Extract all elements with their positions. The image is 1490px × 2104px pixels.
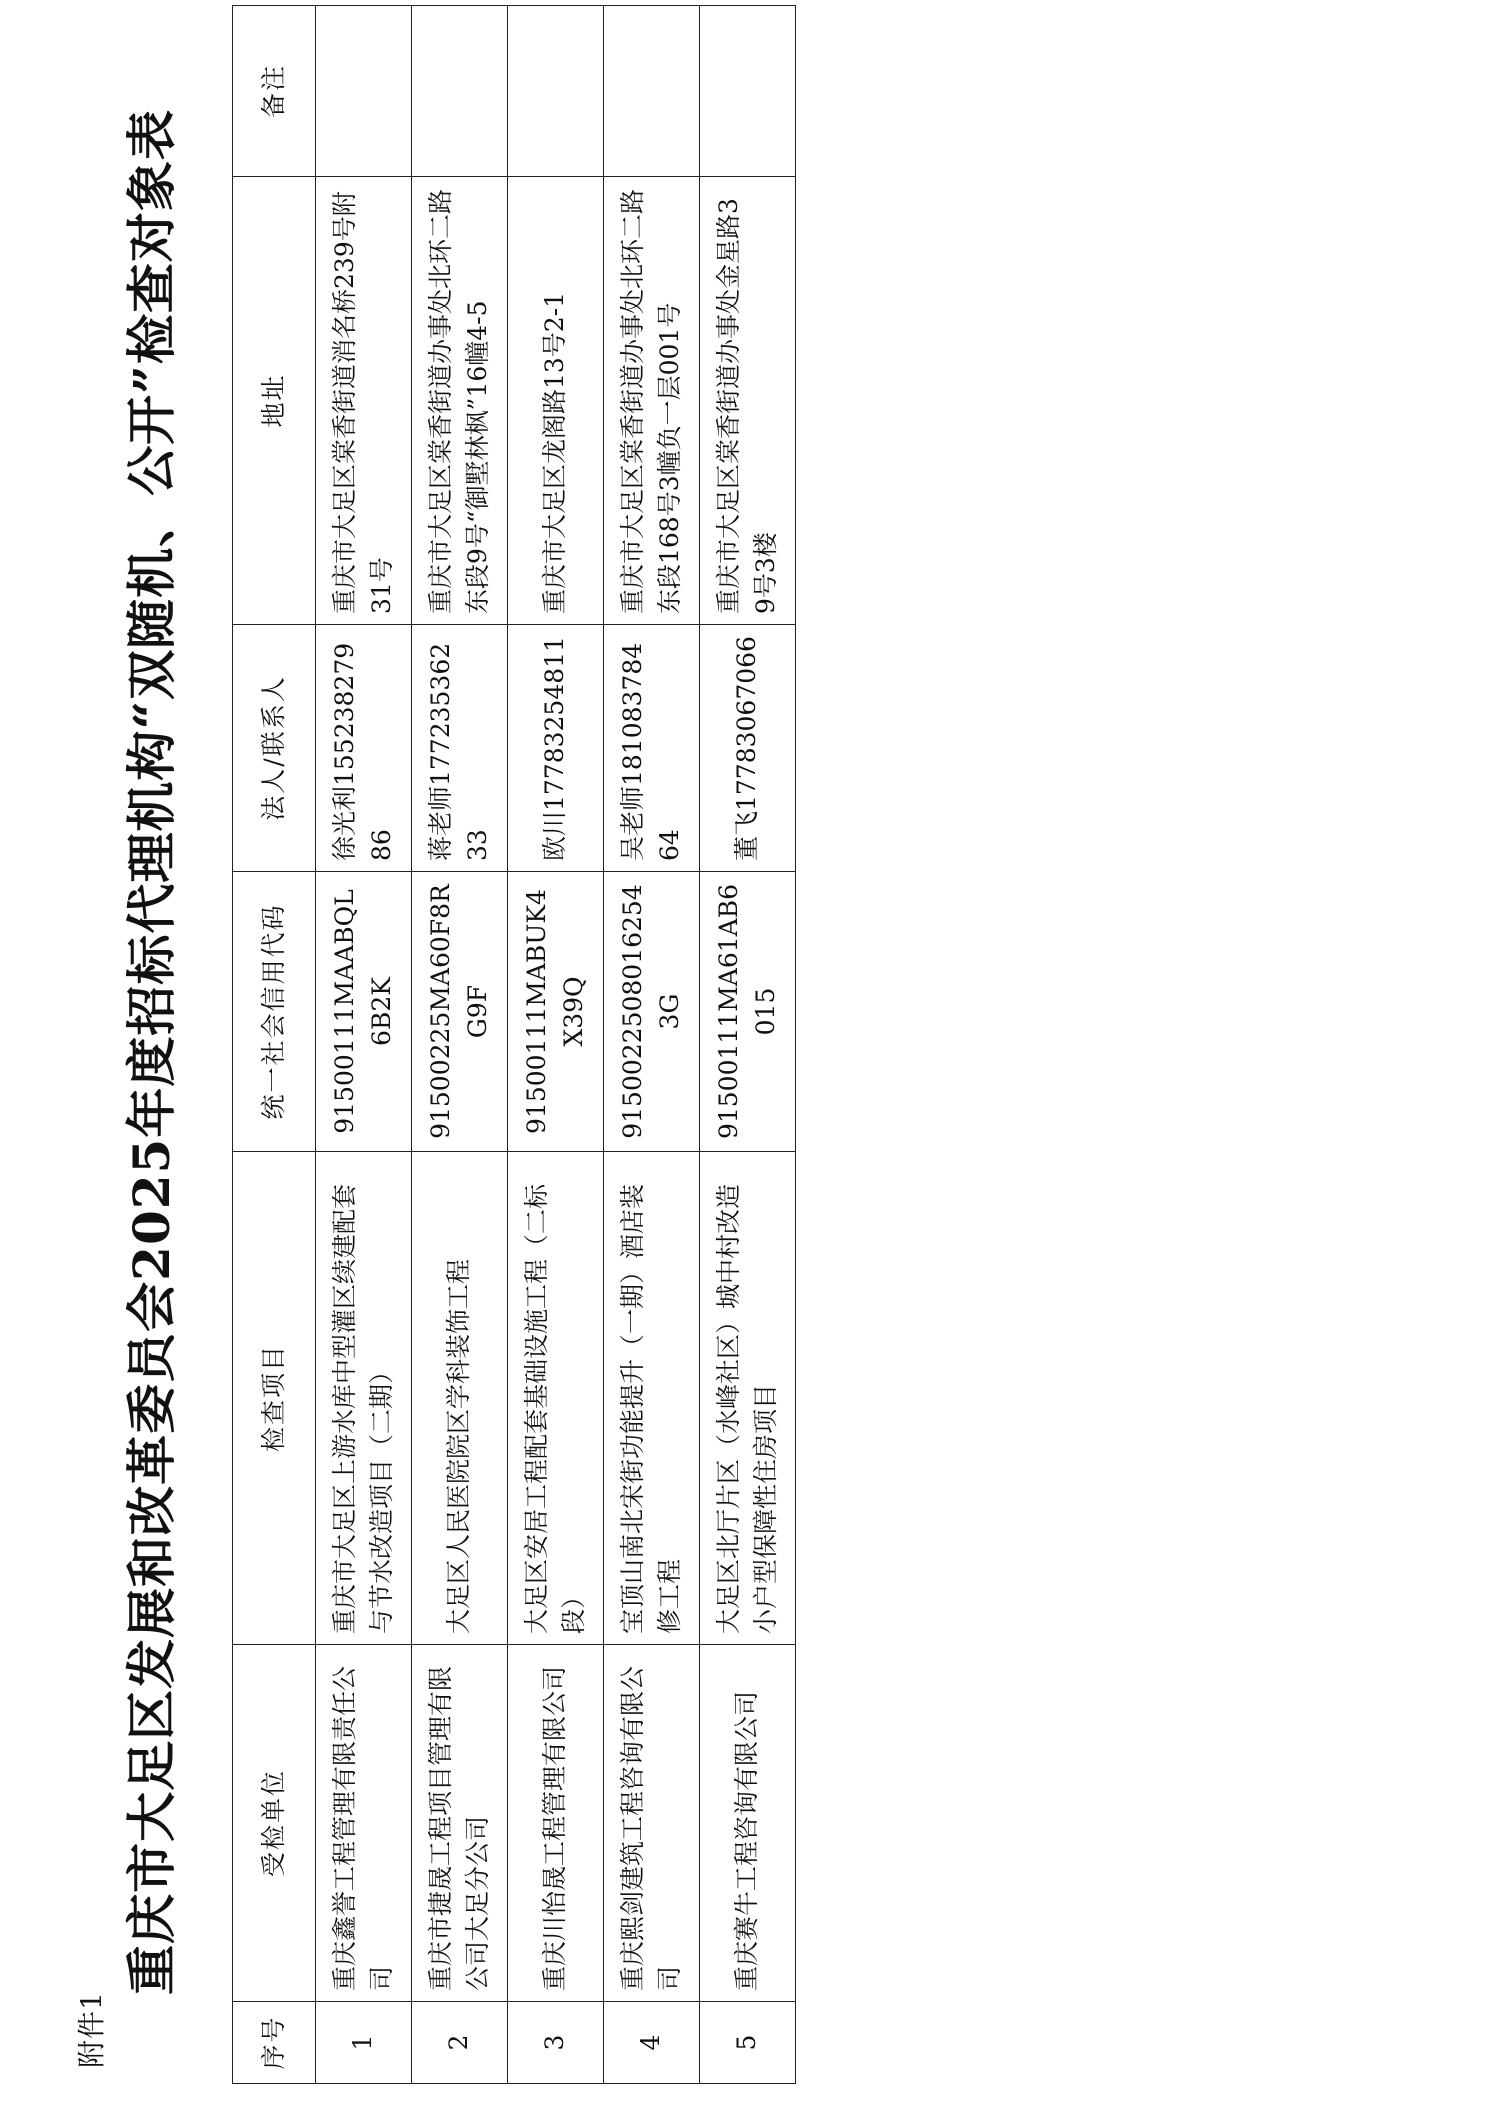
table-header-row — [233, 6, 316, 2084]
row-project: 宝顶山南北宋街功能提升（一期）酒店装修工程 — [604, 1152, 700, 1645]
row-project: 重庆市大足区上游水库中型灌区续建配套与节水改造项目（二期） — [316, 1152, 412, 1645]
row-no: 4 — [604, 2002, 700, 2084]
row-contact: 吴老师18108378464 — [604, 625, 700, 872]
row-unit: 重庆赛牛工程咨询有限公司 — [700, 1645, 796, 2002]
row-unit: 重庆市捷晟工程项目管理有限公司大足分公司 — [412, 1645, 508, 2002]
row-contact: 欧川17783254811 — [508, 625, 604, 872]
header-address: 地址 — [233, 177, 316, 625]
row-address: 重庆市大足区龙阁路13号2-1 — [508, 177, 604, 625]
row-no: 1 — [316, 2002, 412, 2084]
row-project: 大足区北厅片区（水峰社区）城中村改造小户型保障性住房项目 — [700, 1152, 796, 1645]
row-contact: 蒋老师17723536233 — [412, 625, 508, 872]
row-remark — [604, 6, 700, 177]
row-credit-code: 91500111MA61AB6015 — [700, 872, 796, 1152]
row-address: 重庆市大足区棠香街道办事处北环二路东段9号“御墅林枫”16幢4-5 — [412, 177, 508, 625]
table-row — [316, 6, 412, 2084]
table-row — [604, 6, 700, 2084]
inspection-table — [232, 5, 796, 2084]
row-address: 重庆市大足区棠香街道消名桥239号附31号 — [316, 177, 412, 625]
row-project: 大足区安居工程配套基础设施工程（二标段） — [508, 1152, 604, 1645]
row-remark — [412, 6, 508, 177]
row-contact: 董飞17783067066 — [700, 625, 796, 872]
header-unit: 受检单位 — [233, 1645, 316, 2002]
header-contact: 法人/联系人 — [233, 625, 316, 872]
header-remark: 备注 — [233, 6, 316, 177]
row-unit: 重庆熙剑建筑工程咨询有限公司 — [604, 1645, 700, 2002]
row-project: 大足区人民医院院区学科装饰工程 — [412, 1152, 508, 1645]
row-credit-code: 91500111MABUK4X39Q — [508, 872, 604, 1152]
row-unit: 重庆川怡晟工程管理有限公司 — [508, 1645, 604, 2002]
header-project: 检查项目 — [233, 1152, 316, 1645]
table-row — [412, 6, 508, 2084]
row-unit: 重庆鑫誉工程管理有限责任公司 — [316, 1645, 412, 2002]
header-credit-code: 统一社会信用代码 — [233, 872, 316, 1152]
document-title: 重庆市大足区发展和改革委员会2025年度招标代理机构“双随机、公开”检查对象表 — [122, 109, 181, 1995]
row-address: 重庆市大足区棠香街道办事处北环二路东段168号3幢负一层001号 — [604, 177, 700, 625]
attachment-label: 附件1 — [75, 1991, 108, 2068]
row-credit-code: 91500225MA60F8RG9F — [412, 872, 508, 1152]
row-no: 2 — [412, 2002, 508, 2084]
header-no: 序号 — [233, 2002, 316, 2084]
row-contact: 徐光利15523827986 — [316, 625, 412, 872]
row-address: 重庆市大足区棠香街道办事处金星路39号3楼 — [700, 177, 796, 625]
row-credit-code: 91500111MAABQL6B2K — [316, 872, 412, 1152]
row-credit-code: 91500225080162543G — [604, 872, 700, 1152]
row-no: 5 — [700, 2002, 796, 2084]
table-row — [508, 6, 604, 2084]
row-remark — [508, 6, 604, 177]
row-remark — [700, 6, 796, 177]
row-no: 3 — [508, 2002, 604, 2084]
row-remark — [316, 6, 412, 177]
table-row — [700, 6, 796, 2084]
